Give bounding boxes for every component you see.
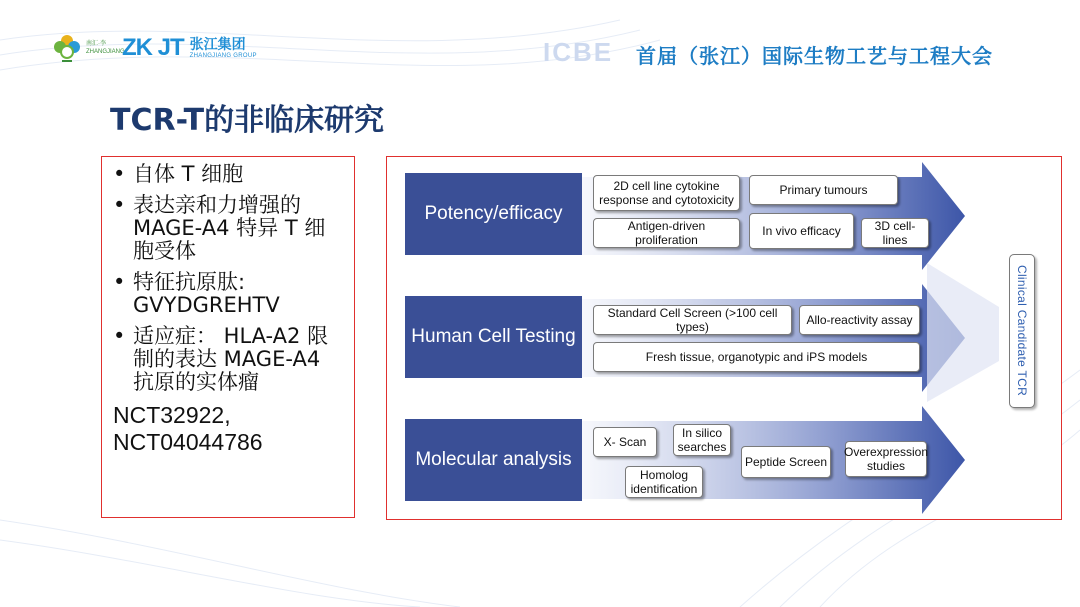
conference-title: 首届（张江）国际生物工艺与工程大会 [636, 44, 993, 68]
category-molecular: Molecular analysis [405, 419, 582, 501]
flower-logo-icon [50, 31, 84, 65]
step-3d-cell-lines: 3D cell-lines [861, 218, 929, 248]
bullet-item [113, 271, 344, 317]
bullet-item [113, 325, 344, 394]
step-in-vivo: In vivo efficacy [749, 213, 854, 249]
zhangjiang-logo-text [190, 37, 257, 59]
arrow-human-cell [577, 284, 965, 392]
step-x-scan: X- Scan [593, 427, 657, 457]
bullet-text: 特征抗原肽: GVYDGREHTV [133, 270, 280, 317]
clinical-candidate-box [1009, 254, 1035, 408]
bullet-dot: • [113, 193, 126, 217]
category-human-cell: Human Cell Testing [405, 296, 582, 378]
step-in-silico: In silico searches [673, 424, 731, 456]
step-homolog: Homolog identification [625, 466, 703, 498]
nct-numbers: NCT32922, NCT04044786 [113, 402, 263, 455]
category-potency: Potency/efficacy [405, 173, 582, 255]
organizer-tag-text: 南汇·李 ZHANGJIANG [86, 41, 125, 55]
bullet-dot: • [113, 324, 126, 348]
step-peptide-screen: Peptide Screen [741, 446, 831, 478]
arrow-funnel [927, 263, 999, 402]
left-info-panel [101, 156, 355, 518]
bullet-dot: • [113, 162, 126, 186]
zhangjiang-mark: ZK JT [122, 34, 184, 61]
step-allo-reactivity: Allo-reactivity assay [799, 305, 920, 335]
zhangjiang-en-name: ZHANGJIANG GROUP [189, 53, 257, 59]
organizer-logos [50, 28, 257, 68]
bullet-text: 表达亲和力增强的 MAGE-A4 特异 T 细胞受体 [133, 193, 326, 263]
zhangjiang-cn-name: 张江集团 [189, 37, 246, 53]
step-primary-tumours: Primary tumours [749, 175, 898, 205]
step-standard-cell-screen: Standard Cell Screen (>100 cell types) [593, 305, 792, 335]
step-overexpression: Overexpression studies [845, 441, 927, 477]
step-fresh-tissue: Fresh tissue, organotypic and iPS models [593, 342, 920, 372]
bullet-text: 适应症： HLA-A2 限制的表达 MAGE-A4 抗原的实体瘤 [133, 324, 329, 394]
bullet-list [113, 163, 344, 394]
clinical-candidate-label: Clinical Candidate TCR [1015, 265, 1029, 397]
bullet-dot: • [113, 270, 126, 294]
bullet-item [113, 194, 344, 263]
workflow-diagram-panel [386, 156, 1062, 520]
slide-title: TCR-T的非临床研究 [110, 103, 385, 138]
step-antigen-proliferation: Antigen-driven proliferation [593, 218, 740, 248]
step-cytokine: 2D cell line cytokine response and cytotoxicity [593, 175, 740, 211]
bullet-text: 自体 T 细胞 [133, 162, 244, 186]
bullet-item [113, 163, 344, 186]
conference-logo: ICBE [543, 37, 614, 67]
